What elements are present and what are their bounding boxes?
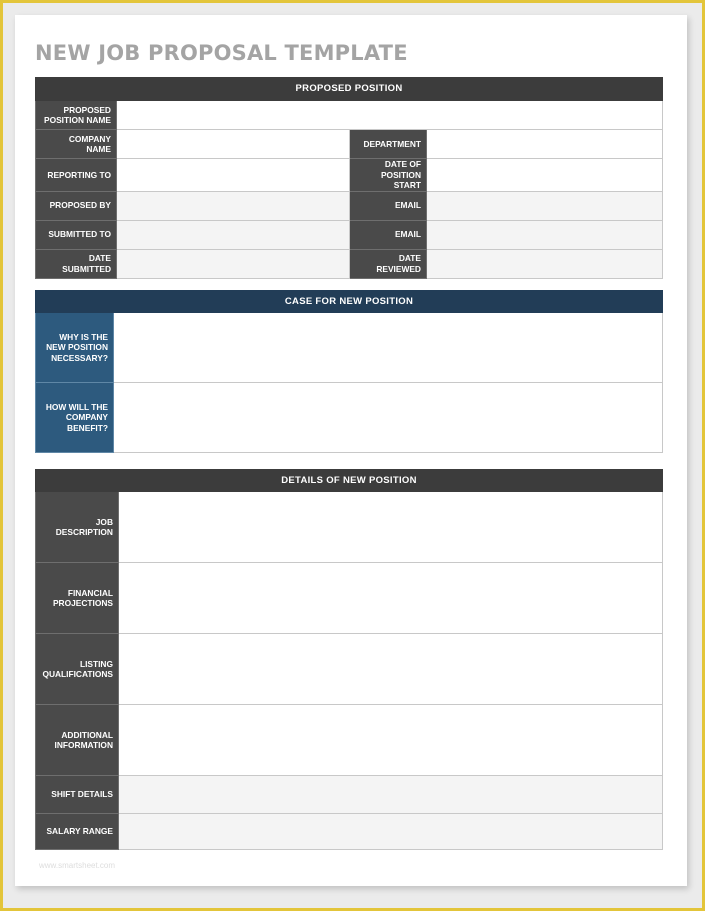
footer-watermark: www.smartsheet.com [39, 861, 116, 870]
date-of-position-start-field[interactable] [427, 159, 663, 192]
proposer-email-field[interactable] [427, 191, 663, 220]
proposed-position-table [35, 77, 663, 279]
submitted-to-label: SUBMITTED TO [36, 220, 117, 249]
job-description-field[interactable] [119, 492, 663, 563]
date-of-position-start-label: DATE OF POSITION START [350, 159, 427, 192]
department-label: DEPARTMENT [350, 130, 427, 159]
why-necessary-field[interactable] [114, 313, 663, 383]
details-of-new-position-header: DETAILS OF NEW POSITION [36, 470, 663, 492]
proposed-by-field[interactable] [117, 191, 350, 220]
details-of-new-position-table [35, 469, 663, 850]
email-label-2: EMAIL [350, 220, 427, 249]
proposed-by-label: PROPOSED BY [36, 191, 117, 220]
date-submitted-label: DATE SUBMITTED [36, 249, 117, 278]
additional-information-field[interactable] [119, 705, 663, 776]
financial-projections-label: FINANCIAL PROJECTIONS [36, 563, 119, 634]
shift-details-label: SHIFT DETAILS [36, 776, 119, 814]
date-submitted-field[interactable] [117, 249, 350, 278]
position-name-label: PROPOSED POSITION NAME [36, 101, 117, 130]
listing-qualifications-label: LISTING QUALIFICATIONS [36, 634, 119, 705]
position-name-field[interactable] [117, 101, 663, 130]
salary-range-label: SALARY RANGE [36, 814, 119, 850]
proposed-position-header: PROPOSED POSITION [36, 78, 663, 101]
document-page [15, 15, 687, 886]
company-name-field[interactable] [117, 130, 350, 159]
date-reviewed-field[interactable] [427, 249, 663, 278]
job-description-label: JOB DESCRIPTION [36, 492, 119, 563]
additional-information-label: ADDITIONAL INFORMATION [36, 705, 119, 776]
company-name-label: COMPANY NAME [36, 130, 117, 159]
reporting-to-label: REPORTING TO [36, 159, 117, 192]
listing-qualifications-field[interactable] [119, 634, 663, 705]
submitted-to-field[interactable] [117, 220, 350, 249]
case-for-new-position-table [35, 290, 663, 453]
company-benefit-label: HOW WILL THE COMPANY BENEFIT? [36, 383, 114, 453]
case-for-new-position-header: CASE FOR NEW POSITION [36, 291, 663, 313]
department-field[interactable] [427, 130, 663, 159]
page-title: NEW JOB PROPOSAL TEMPLATE [35, 41, 408, 65]
company-benefit-field[interactable] [114, 383, 663, 453]
shift-details-field[interactable] [119, 776, 663, 814]
reporting-to-field[interactable] [117, 159, 350, 192]
submitted-to-email-field[interactable] [427, 220, 663, 249]
date-reviewed-label: DATE REVIEWED [350, 249, 427, 278]
why-necessary-label: WHY IS THE NEW POSITION NECESSARY? [36, 313, 114, 383]
financial-projections-field[interactable] [119, 563, 663, 634]
email-label-1: EMAIL [350, 191, 427, 220]
salary-range-field[interactable] [119, 814, 663, 850]
